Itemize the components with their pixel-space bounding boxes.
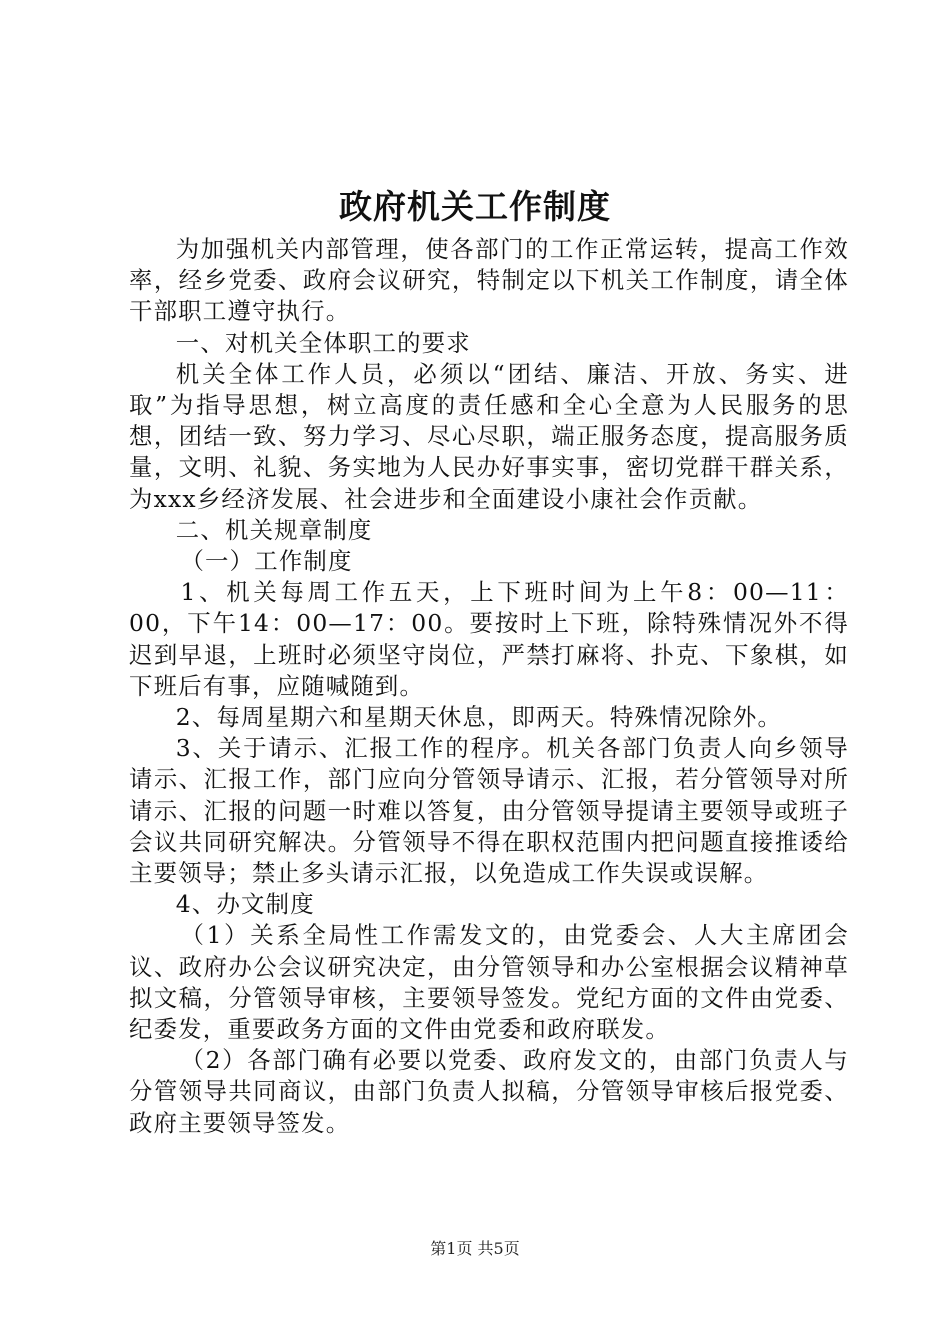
page-number-footer: 第1页 共5页 — [430, 1239, 520, 1258]
section-heading-1: 一、对机关全体职工的要求 — [175, 328, 471, 357]
requirements-paragraph: 机关全体工作人员，必须以“团结、廉洁、开放、务实、进取”为指导思想，树立高度的责任感和全心全意为人民服务的思想，团结一致、努力学习、尽心尽职，端正服务态度，提高服务质量，文明、礼貌、务实地为人民办好事实事，密切党群干群关系，为xxx乡经济发展、社会进步和全面建设小康社会作贡献。 — [129, 359, 849, 513]
rule-paragraph-1: 1、机关每周工作五天，上下班时间为上午8：00—11：00，下午14：00—17：00。要按时上下班，除特殊情况外不得迟到早退，上班时必须坚守岗位，严禁打麻将、扑克、下象棋，如下班后有事，应随喊随到。 — [129, 578, 849, 700]
subsection-heading-work: （一）工作制度 — [180, 547, 353, 576]
rule-paragraph-3: 3、关于请示、汇报工作的程序。机关各部门负责人向乡领导请示、汇报工作，部门应向分管领导请示、汇报，若分管领导对所请示、汇报的问题一时难以答复，由分管领导提请主要领导或班子会议共同研究解决。分管领导不得在职权范围内把问题直接推诿给主要领导；禁止多头请示汇报，以免造成工作失误或误解。 — [129, 734, 849, 888]
intro-paragraph: 为加强机关内部管理，使各部门的工作正常运转，提高工作效率，经乡党委、政府会议研究，特制定以下机关工作制度，请全体干部职工遵守执行。 — [129, 235, 849, 326]
rule-paragraph-2: 2、每周星期六和星期天休息，即两天。特殊情况除外。 — [175, 703, 783, 732]
rule-paragraph-4-1: （1）关系全局性工作需发文的，由党委会、人大主席团会议、政府办公会议研究决定，由分管领导和办公室根据会议精神草拟文稿，分管领导审核，主要领导签发。党纪方面的文件由党委、纪委发，重要政务方面的文件由党委和政府联发。 — [129, 921, 849, 1044]
document-body — [129, 234, 849, 1139]
rule-paragraph-4-2: （2）各部门确有必要以党委、政府发文的，由部门负责人与分管领导共同商议，由部门负责人拟稿，分管领导审核后报党委、政府主要领导签发。 — [129, 1046, 849, 1137]
document-title: 政府机关工作制度 — [339, 187, 611, 226]
section-heading-2: 二、机关规章制度 — [175, 515, 373, 544]
rule-heading-4: 4、办文制度 — [175, 890, 315, 919]
